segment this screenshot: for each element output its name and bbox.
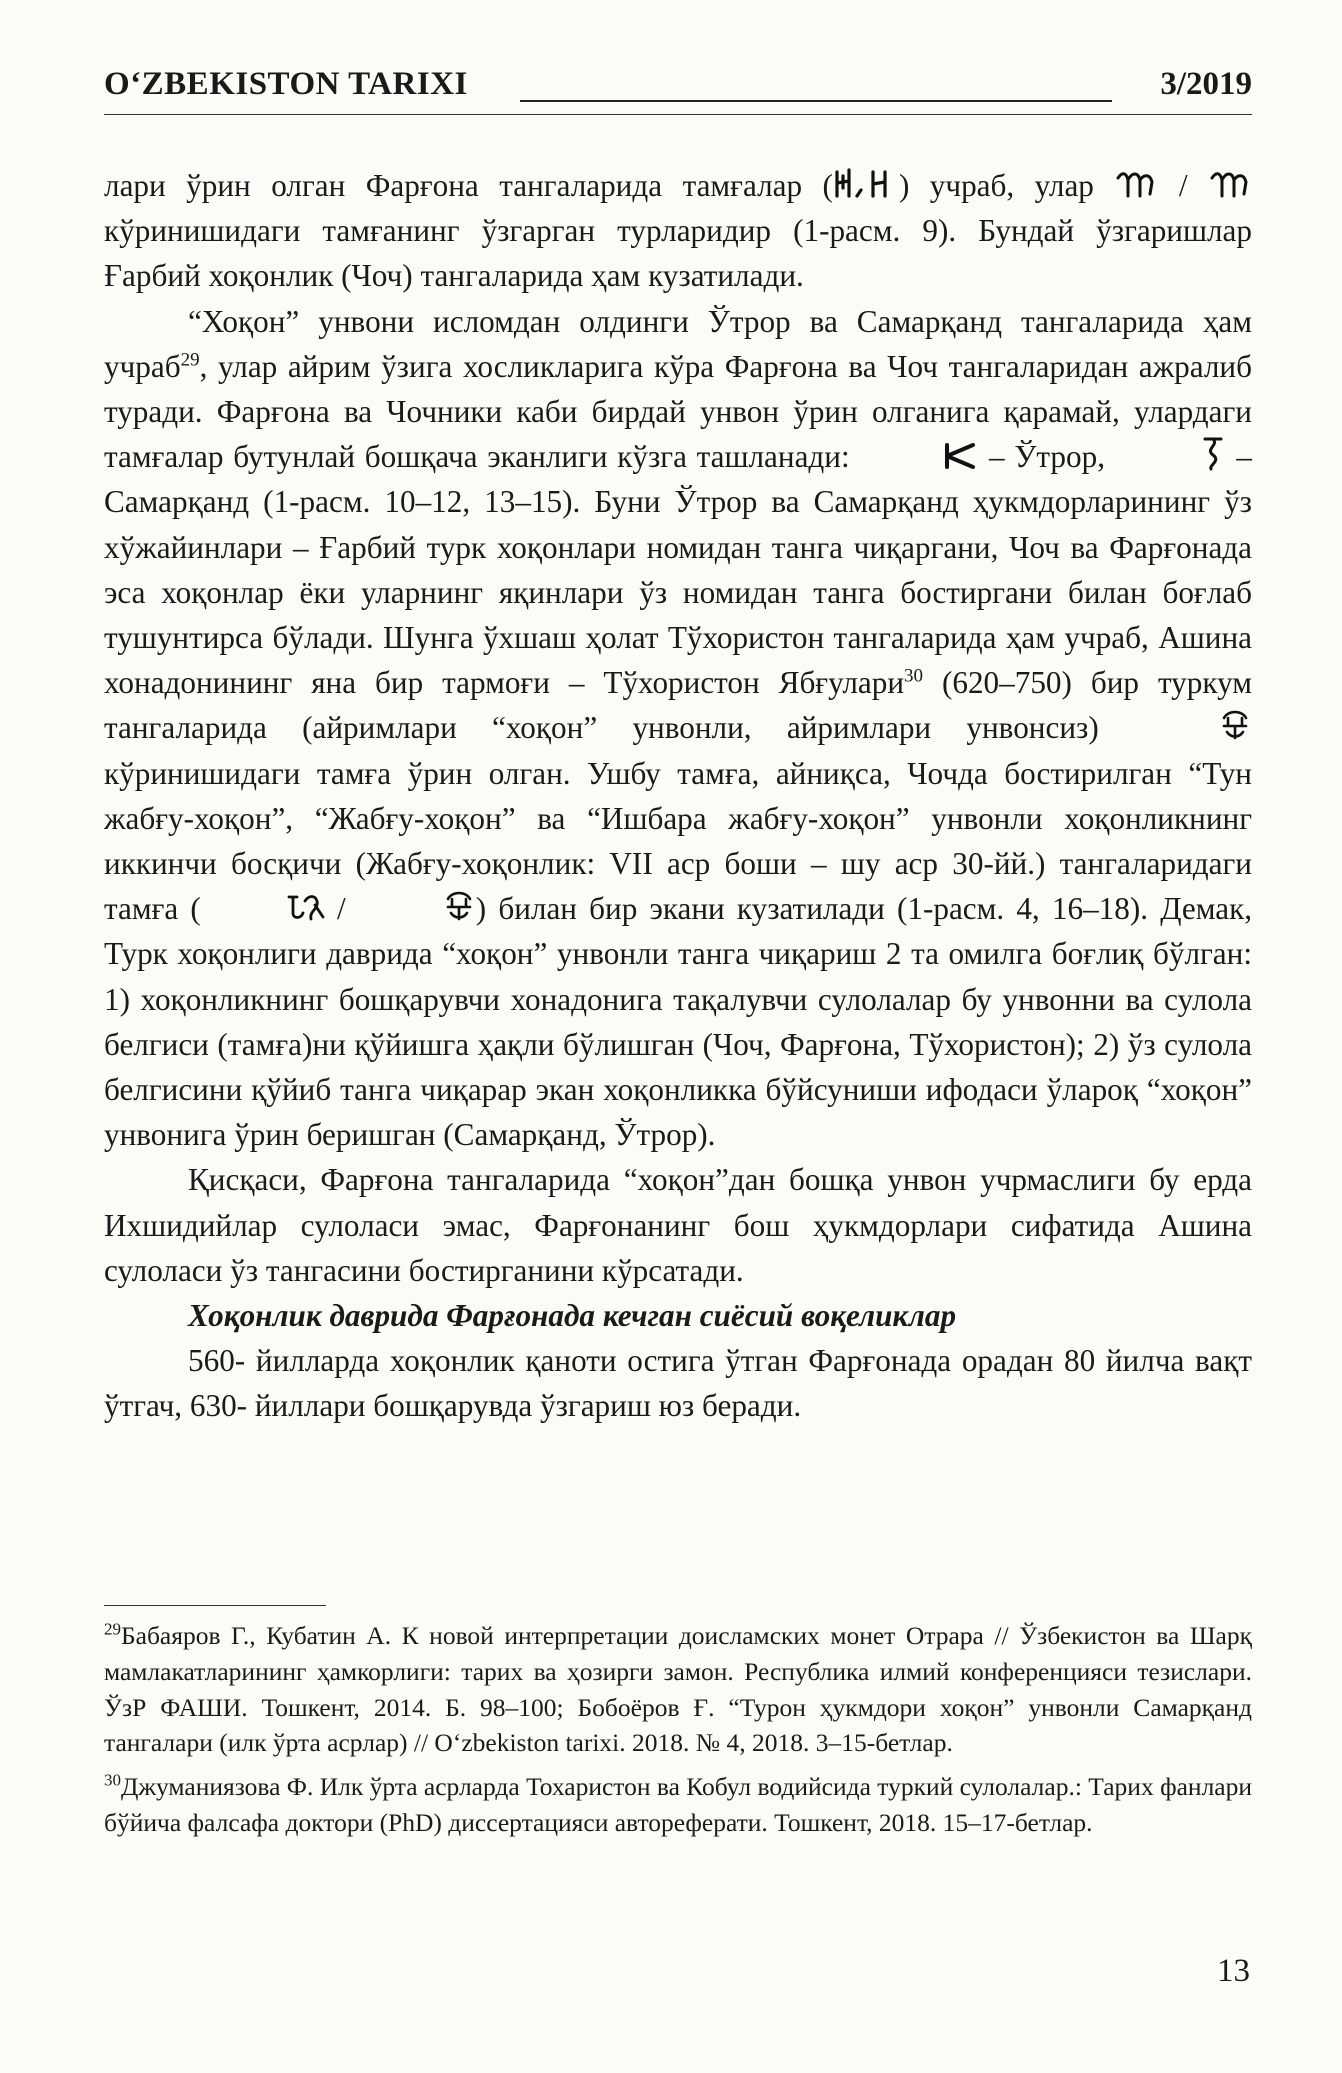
footnote-ref: 29 [180,349,200,371]
paragraph-4: 560- йилларда хоқонлик қаноти остига ўтган Фарғонада орадан 80 йилча вақт ўтгач, 630- йиллари бошқарувда ўзгариш юз беради. [104,1343,1252,1424]
article-body [104,163,1252,1429]
tamga-variant-symbol-icon [1114,163,1158,208]
page-number: 13 [1217,1953,1250,1989]
footnote-ref: 30 [904,665,924,687]
journal-title: O‘ZBEKISTON TARIXI [104,66,468,102]
section-heading: Хоқонлик даврида Фарғонада кечган сиёсий воқеликлар [188,1298,957,1334]
footnote-text: Джуманиязова Ф. Илк ўрта асрларда Тохаристон ва Кобул водийсида туркий сулолалар.: Тарих фанлари бўйича фалсафа доктори (PhD) диссертацияси автореферати. Тошкент, 2018. 15–17-бетлар. [104,1772,1253,1837]
paragraph-2: “Хоқон” унвони исломдан олдинги Ўтрор ва Самарқанд тангаларида ҳам учраб$^{29}$, улар айрим ўзига хосликларига кўра Фарғона ва Чоч тангаларидан ажралиб туради. Фарғона ва Чочники каби бирдай унвон ўрин олганига қарамай, улардаги тамғалар бутунлай бошқача эканлиги кўзга ташланади: – Ўтрор, – Самарқанд (1-расм. 10–12, 13–15). Буни Ўтрор ва Самарқанд ҳукмдорларининг ўз хўжайинлари – Ғарбий турк хоқонлари номидан танга чиқаргани, Чоч ва Фарғонада эса хоқонлар ёки уларнинг яқинлари ўз номидан танга бостиргани билан боғлаб тушунтирса бўлади. Шунга ўхшаш ҳолат Тўхористон тангаларида ҳам учраб, Ашина хонадонининг яна бир тармоғи – Тўхористон Ябғулари$^{30}$ (620–750) бир туркум тангаларида (айримлари “хоқон” унвонли, айримлари унвонсиз) кўринишидаги тамға ўрин олган. Ушбу тамға, айниқса, Чочда бостирилган “Тун жабғу-хоқон”, “Жабғу-хоқон” ва “Ишбара жабғу-хоқон” унвонли хоқонликнинг иккинчи босқичи (Жабғу-хоқонлик: VII аср боши – шу аср 30-йй.) тангаларидаги тамға ( / ) билан бир экани кузатилади (1-расм. 4, 16–18). Демак, Турк хоқонлиги даврида “хоқон” унвонли танга чиқариш 2 та омилга боғлиқ бўлган: 1) хоқонликнинг бошқарувчи хонадонига тақалувчи сулолалар бу унвонни ва сулола белгиси (тамға)ни қўйишга ҳақли бўлишган (Чоч, Фарғона, Тўхористон); 2) ўз сулола белгисини қўйиб танга чиқарар экан хоқонликка бўйсуниши ифодаси ўлароқ “хоқон” унвонига ўрин беришган (Самарқанд, Ўтрор). [104,303,1253,1153]
header-divider [104,114,1252,115]
issue-number: 3/2019 [1160,66,1252,102]
tamga-tokharistan-symbol-icon [1134,705,1252,750]
footnote-29 [104,1618,1252,1761]
footnote-divider [104,1605,326,1606]
paragraph-1: лари ўрин олган Фарғона тангаларида тамғалар ( ) учраб, улар / кўринишидаги тамғанинг ўзгарган турларидир (1-расм. 9). Бундай ўзгаришлар Ғарбий хоқонлик (Чоч) тангаларида ҳам кузатилади. [104,163,1252,299]
footnote-number: 30 [104,1770,121,1790]
page-header [104,66,1252,114]
footnote-text: Бабаяров Г., Кубатин А. К новой интерпретации доисламских монет Отрара // Ўзбекистон ва Шарқ мамлакатларининг ҳамкорлиги: тарих ва ҳозирги замон. Республика илмий конференцияси тезислари. ЎзР ФАШИ. Тошкент, 2014. Б. 98–100; Бобоёров Ғ. “Турон ҳукмдори хоқон” унвонли Самарқанд тангалари (илк ўрта асрлар) // O‘zbekiston tarixi. 2018. № 4, 2018. 3–15-бетлар. [104,1621,1252,1758]
footnote-30 [104,1769,1252,1841]
tamga-otrar-symbol-icon [859,434,979,479]
tamga-samarkand-symbol-icon [1115,434,1227,479]
header-rule [520,100,1112,102]
tamga-ferghana-symbol-icon [833,163,899,208]
paragraph-3: Қисқаси, Фарғона тангаларида “хоқон”дан бошқа унвон учрмаслиги бу ерда Ихшидийлар сулоласи эмас, Фарғонанинг бош ҳукмдорлари сифатида Ашина сулоласи ўз тангасини бостирганини кўрсатади. [104,1162,1252,1288]
tamga-chach-symbol-icon [201,886,325,931]
footnote-number: 29 [104,1619,121,1639]
tamga-tokharistan-symbol-icon [358,886,476,931]
footnotes [104,1618,1252,1849]
tamga-variant-symbol-icon [1208,163,1252,208]
